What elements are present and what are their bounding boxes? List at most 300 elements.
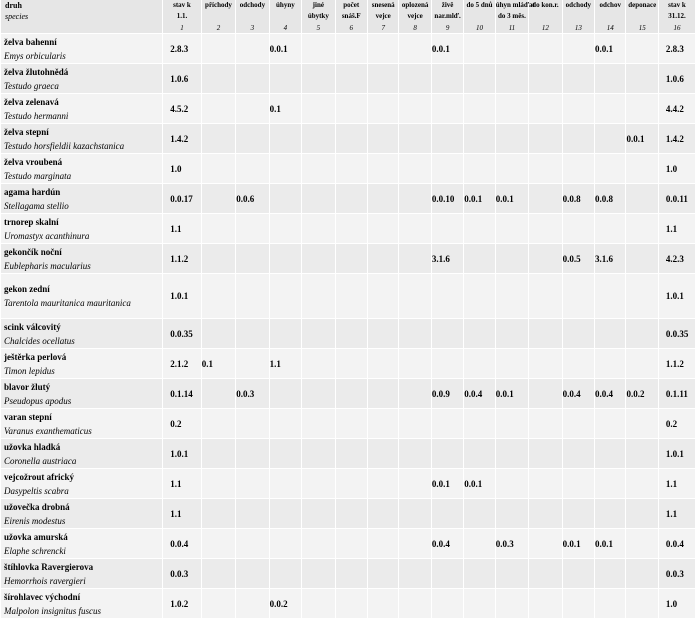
column-header-3 [236,0,269,22]
data-cell [201,499,235,529]
data-cell [201,469,235,499]
data-cell: 0.1.11 [658,379,695,409]
data-cell: 3.1.6 [595,244,626,274]
data-cell [529,469,562,499]
data-cell [236,439,269,469]
data-cell [335,64,367,94]
species-name-cell [1,64,163,94]
data-cell [335,439,367,469]
data-cell [236,124,269,154]
data-cell [367,319,398,349]
data-cell [431,439,463,469]
column-number-15: 15 [626,22,658,34]
data-cell: 1.4.2 [163,124,202,154]
data-cell [302,379,335,409]
data-cell [529,409,562,439]
data-cell: 1.0.1 [163,274,202,319]
data-cell [529,439,562,469]
data-cell [495,124,528,154]
data-cell [399,124,431,154]
data-cell [335,379,367,409]
species-number-cell [1,22,163,34]
column-number-5: 5 [302,22,335,34]
data-cell: 2.8.3 [163,34,202,64]
data-cell: 1.1 [269,349,301,379]
column-header-sub: 31.12. [668,12,686,20]
data-cell [269,409,301,439]
data-cell [399,184,431,214]
data-cell [269,184,301,214]
data-cell [529,94,562,124]
data-cell [335,274,367,319]
column-number-row [1,22,695,34]
data-cell [201,94,235,124]
data-cell [335,499,367,529]
column-header-label: příchody [205,1,232,9]
column-number-8: 8 [399,22,431,34]
data-cell [269,274,301,319]
column-number-16: 16 [658,22,695,34]
data-cell [399,589,431,619]
species-header-sub: species [5,12,29,21]
column-header-sub: vejce [375,12,391,20]
data-cell [399,409,431,439]
data-cell: 3.1.6 [431,244,463,274]
column-number-11: 11 [495,22,528,34]
data-cell [626,589,658,619]
species-latin-name: Dasypeltis scabra [4,485,69,496]
data-cell [367,559,398,589]
data-cell [201,244,235,274]
data-cell: 0.0.35 [658,319,695,349]
species-czech-name: trnorep skalní [4,216,59,227]
data-cell [367,34,398,64]
data-cell [431,349,463,379]
species-czech-name: gekon zední [4,284,50,294]
data-cell [626,274,658,319]
species-latin-name: Coronella austriaca [4,455,77,466]
data-cell [269,379,301,409]
table-row [1,34,695,64]
data-cell [399,349,431,379]
species-czech-name: užovečka drobná [4,501,70,512]
data-cell [529,529,562,559]
data-cell: 0.0.5 [562,244,594,274]
data-cell [431,94,463,124]
data-cell: 4.2.3 [658,244,695,274]
data-cell [626,94,658,124]
column-header-label: snesená [371,1,395,9]
table-row [1,529,695,559]
column-header-label: odchody [565,1,591,9]
data-cell [236,349,269,379]
data-cell [464,154,495,184]
data-cell [626,439,658,469]
data-cell [335,184,367,214]
data-cell [236,244,269,274]
species-czech-name: vejcožrout africký [4,471,75,482]
data-cell [431,589,463,619]
data-cell: 0.0.17 [163,184,202,214]
data-cell: 4.5.2 [163,94,202,124]
data-cell [464,64,495,94]
species-name-cell [1,589,163,619]
data-cell: 0.0.3 [163,559,202,589]
table-row [1,379,695,409]
data-cell [302,64,335,94]
data-cell [201,184,235,214]
data-cell [399,319,431,349]
data-cell [595,349,626,379]
data-cell [495,64,528,94]
column-header-label: stav k [173,1,191,9]
column-number-10: 10 [464,22,495,34]
species-name-cell [1,349,163,379]
data-cell [562,124,594,154]
data-cell [495,34,528,64]
species-latin-name: Timon lepidus [4,365,55,376]
data-cell [464,34,495,64]
species-latin-name: Uromastyx acanthinura [4,230,90,241]
column-header-8 [399,0,431,22]
data-cell [302,589,335,619]
data-cell: 0.0.4 [595,379,626,409]
species-czech-name: želva bahenní [4,36,57,47]
data-cell [302,214,335,244]
column-header-label: odchody [239,1,266,9]
table-row [1,154,695,184]
data-cell [495,154,528,184]
data-cell [335,214,367,244]
species-name-cell [1,124,163,154]
data-cell: 1.0.1 [163,439,202,469]
species-latin-name: Tarentola mauritanica mauritanica [4,298,131,308]
data-cell: 2.8.3 [658,34,695,64]
data-cell: 0.0.1 [464,184,495,214]
data-cell: 0.0.2 [626,379,658,409]
data-cell: 1.1 [163,214,202,244]
data-cell [595,64,626,94]
column-number-4: 4 [269,22,301,34]
data-cell [302,559,335,589]
data-cell [595,124,626,154]
data-cell [562,319,594,349]
data-cell [399,94,431,124]
data-cell [626,499,658,529]
data-cell [595,499,626,529]
data-cell [431,559,463,589]
data-cell [495,589,528,619]
column-header-label: odchov [599,1,621,9]
data-cell: 0.0.1 [495,379,528,409]
column-header-sub: vejce [407,12,423,20]
column-header-label: oplozená [401,1,429,9]
column-header-sub: do 5 dnů [466,1,493,9]
column-header-7 [367,0,398,22]
data-cell: 1.1 [163,469,202,499]
data-cell [529,154,562,184]
data-cell [269,559,301,589]
data-cell: 1.1 [163,499,202,529]
species-czech-name: želva vroubená [4,156,63,167]
data-cell [529,64,562,94]
table-row [1,94,695,124]
data-cell [431,64,463,94]
column-header-5 [302,0,335,22]
column-header-sub: nar.mlď. [434,12,461,20]
data-cell [495,559,528,589]
species-czech-name: blavor žlutý [4,381,51,392]
column-number-6: 6 [335,22,367,34]
data-cell [399,529,431,559]
data-cell [335,529,367,559]
column-header-sub: úbytky [307,12,329,20]
data-cell [495,244,528,274]
data-cell [464,274,495,319]
data-cell [562,94,594,124]
data-cell [595,409,626,439]
data-cell [562,64,594,94]
data-cell [431,319,463,349]
data-cell [595,154,626,184]
column-header-label: deponace [628,1,657,9]
data-cell [495,319,528,349]
data-cell [302,124,335,154]
data-cell [562,589,594,619]
data-cell: 1.1 [658,469,695,499]
data-cell [269,124,301,154]
data-cell [367,379,398,409]
data-cell [367,184,398,214]
species-latin-name: Testudo marginata [4,170,72,181]
species-czech-name: gekončík noční [4,246,62,257]
data-cell [464,529,495,559]
data-cell [562,349,594,379]
data-cell [626,319,658,349]
data-cell [367,499,398,529]
data-cell [431,124,463,154]
data-cell [495,439,528,469]
data-cell [595,559,626,589]
data-cell [302,469,335,499]
species-czech-name: želva žlutohnědá [4,66,69,77]
data-cell [431,274,463,319]
column-header-label: úhyn mláďat [495,1,535,9]
data-cell [562,274,594,319]
species-latin-name: Stellagama stellio [4,200,69,211]
data-cell [201,529,235,559]
data-cell [399,214,431,244]
species-name-cell [1,154,163,184]
data-cell [269,319,301,349]
data-cell [399,439,431,469]
data-cell [302,94,335,124]
column-header-label: živě [441,1,454,9]
data-cell [269,469,301,499]
data-cell [269,499,301,529]
column-header-16 [658,0,695,22]
data-cell [236,34,269,64]
species-latin-name: Emys orbicularis [4,50,66,61]
data-cell [595,439,626,469]
species-czech-name: užovka hladká [4,441,61,452]
column-header-11 [495,0,535,22]
data-cell [562,469,594,499]
table-row [1,469,695,499]
data-cell [302,319,335,349]
column-header-6 [335,0,367,22]
data-cell [529,379,562,409]
data-cell [464,214,495,244]
column-header-sub: do kon.r. [532,1,559,9]
data-cell [529,274,562,319]
data-cell [367,244,398,274]
data-cell [302,349,335,379]
data-cell [201,34,235,64]
data-cell [529,349,562,379]
data-cell [464,319,495,349]
data-cell [562,559,594,589]
data-cell [595,319,626,349]
data-cell: 0.2 [163,409,202,439]
data-cell [302,499,335,529]
data-cell [335,409,367,439]
data-cell [236,589,269,619]
data-cell [201,439,235,469]
data-cell [335,349,367,379]
species-latin-name: Eirenis modestus [4,515,66,526]
data-cell [529,319,562,349]
species-latin-name: Testudo horsfieldii kazachstanica [4,140,125,151]
data-cell [562,439,594,469]
data-cell: 0.0.1 [595,529,626,559]
data-cell [399,154,431,184]
species-latin-name: Varanus exanthematicus [4,425,92,436]
data-cell: 2.1.2 [163,349,202,379]
column-number-9: 9 [431,22,463,34]
species-rows [1,34,695,619]
data-cell [464,439,495,469]
data-cell [595,274,626,319]
data-cell [335,34,367,64]
data-cell [529,124,562,154]
column-header-10 [464,0,495,22]
data-cell [236,529,269,559]
data-cell [626,529,658,559]
species-name-cell [1,499,163,529]
data-cell [269,154,301,184]
species-czech-name: ještěrka perlová [4,351,67,362]
data-cell: 0.1 [269,94,301,124]
data-cell: 0.0.1 [464,469,495,499]
data-cell: 0.0.11 [658,184,695,214]
table-row [1,589,695,619]
data-cell [335,319,367,349]
data-cell: 0.0.6 [236,184,269,214]
data-cell: 1.1 [658,214,695,244]
species-name-cell [1,34,163,64]
data-cell [495,94,528,124]
data-cell [529,499,562,529]
data-cell [464,499,495,529]
data-cell [269,529,301,559]
column-header-label: úhyny [276,1,295,9]
data-cell: 0.0.1 [431,469,463,499]
data-cell: 1.0.6 [658,64,695,94]
data-cell [269,214,301,244]
column-header-13 [562,0,594,22]
data-cell [562,499,594,529]
data-cell: 0.1 [201,349,235,379]
data-cell [201,274,235,319]
data-cell [529,559,562,589]
header-row [1,0,695,22]
data-cell [595,589,626,619]
table-row [1,439,695,469]
species-czech-name: agama hardún [4,186,61,197]
data-cell [626,409,658,439]
data-cell: 0.0.1 [626,124,658,154]
data-cell [335,559,367,589]
data-cell [464,94,495,124]
data-cell: 1.0.1 [658,439,695,469]
table-row [1,274,695,319]
species-czech-name: scink válcovitý [4,321,61,332]
data-cell [431,409,463,439]
data-cell [302,34,335,64]
column-header-12 [529,0,562,22]
data-cell: 0.0.4 [658,529,695,559]
data-cell [595,214,626,244]
data-cell [495,499,528,529]
data-cell [269,64,301,94]
species-latin-name: Testudo graeca [4,80,59,91]
species-latin-name: Hemorrhois ravergieri [4,575,86,586]
table-row [1,214,695,244]
data-cell [529,184,562,214]
species-latin-name: Testudo hermanni [4,110,69,121]
data-cell [626,184,658,214]
column-header-sub: do 3 měs. [498,12,526,20]
data-cell [335,94,367,124]
column-number-1: 1 [163,22,202,34]
species-latin-name: Eublepharis macularius [4,260,91,271]
data-cell [201,379,235,409]
data-cell: 0.0.3 [236,379,269,409]
data-cell [236,499,269,529]
data-cell [302,244,335,274]
data-cell [495,274,528,319]
data-cell [399,244,431,274]
data-cell: 1.0.2 [163,589,202,619]
data-cell [626,64,658,94]
data-cell [302,409,335,439]
data-cell [367,274,398,319]
data-cell [236,154,269,184]
data-cell [201,559,235,589]
data-cell: 0.0.10 [431,184,463,214]
data-cell [399,274,431,319]
data-cell: 1.0 [163,154,202,184]
data-cell: 4.4.2 [658,94,695,124]
data-cell [399,499,431,529]
species-czech-name: želva zelenavá [4,96,59,107]
data-cell [335,154,367,184]
column-number-2: 2 [201,22,235,34]
table-row [1,184,695,214]
data-cell: 1.1.2 [163,244,202,274]
data-cell [236,559,269,589]
